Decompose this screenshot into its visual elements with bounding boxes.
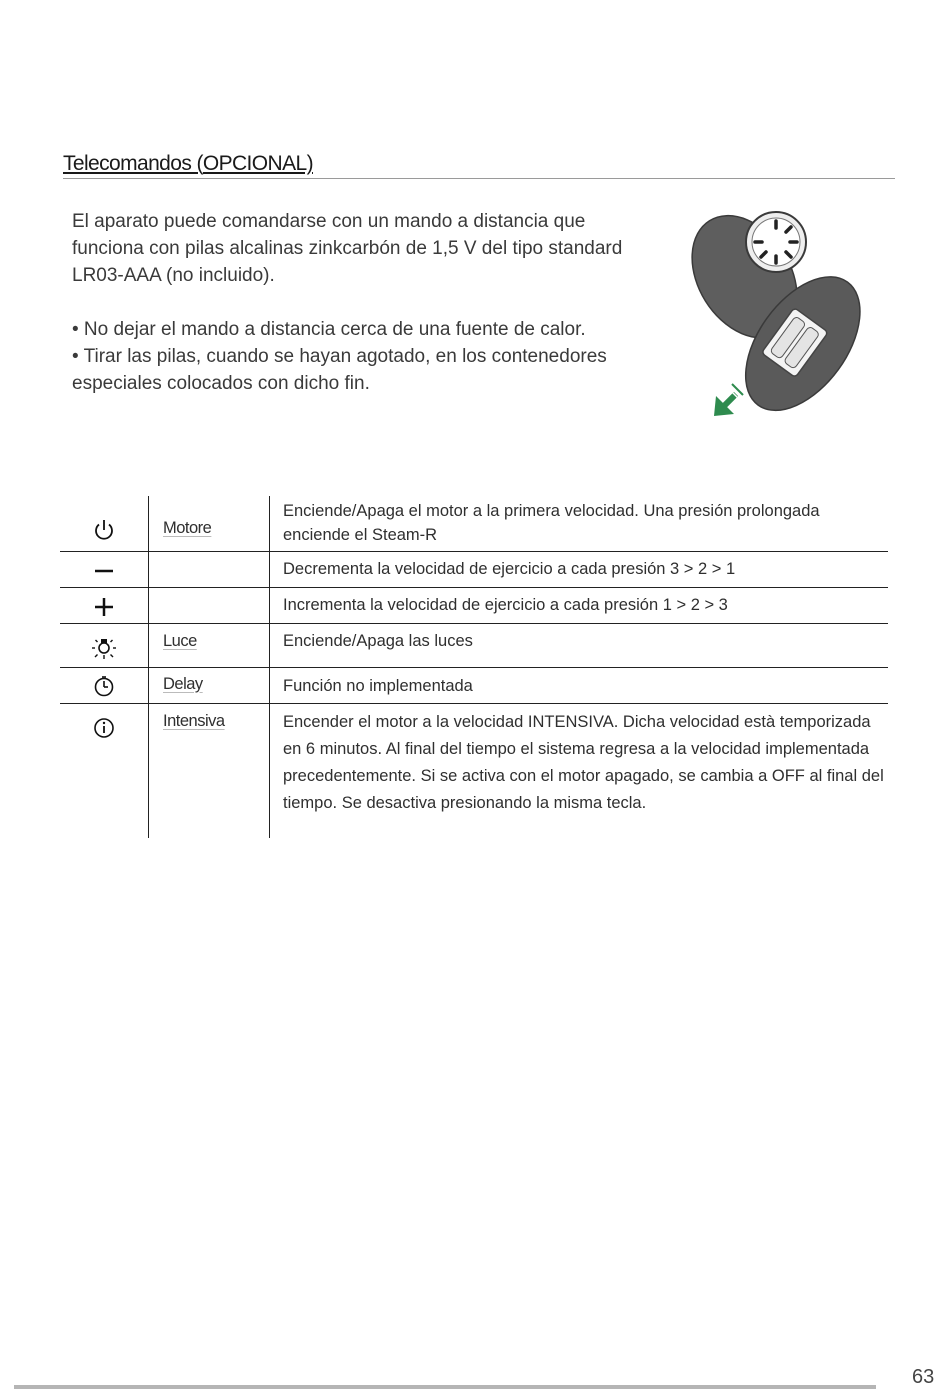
key-icon-cell — [60, 667, 149, 703]
key-description: Incrementa la velocidad de ejercicio a cada presión 1 > 2 > 3 — [270, 587, 889, 623]
page-number: 63 — [912, 1366, 935, 1388]
key-icon-cell — [60, 703, 149, 838]
table-row — [60, 496, 888, 551]
key-icon-cell — [60, 551, 149, 587]
table-row — [60, 667, 888, 703]
footer-bar — [14, 1385, 876, 1389]
remote-keys-table — [60, 496, 888, 838]
key-name-cell — [149, 496, 270, 551]
key-name-cell — [149, 623, 270, 667]
intro-paragraph: El aparato puede comandarse con un mando a distancia que funciona con pilas alcalinas zinkcarbón de 1,5 V del tipo standard LR03-AAA (no incluido). — [72, 211, 623, 286]
intensive-icon — [93, 717, 115, 739]
key-icon-cell — [60, 587, 149, 623]
key-name: Intensiva — [163, 711, 225, 730]
title-paren: OPCIONAL) — [202, 152, 313, 175]
key-name-cell — [149, 703, 270, 838]
table-row — [60, 551, 888, 587]
key-description: Encender el motor a la velocidad INTENSIVA. Dicha velocidad està temporizada en 6 minutos. Al final del tiempo el sistema regresa a la velocidad implementada precedentemente. Si se activa con el motor apagado, se cambia a OFF al final del tiempo. Se desactiva presionando la misma tecla. — [270, 703, 889, 838]
plus-icon — [93, 596, 115, 618]
table-row — [60, 623, 888, 667]
key-name: Delay — [163, 674, 203, 693]
intro-text — [72, 208, 632, 397]
remote-control-illustration — [676, 202, 872, 420]
key-name-cell — [149, 551, 270, 587]
table-row — [60, 703, 888, 838]
key-icon-cell — [60, 496, 149, 551]
key-description: Enciende/Apaga las luces — [270, 623, 889, 667]
light-icon — [91, 634, 117, 660]
warning-heat: • No dejar el mando a distancia cerca de una fuente de calor. — [72, 319, 586, 340]
key-name: Luce — [163, 631, 197, 650]
key-description: Función no implementada — [270, 667, 889, 703]
warning-batteries: • Tirar las pilas, cuando se hayan agotado, en los contenedores especiales colocados con dicho fin. — [72, 346, 607, 394]
power-icon — [92, 518, 116, 542]
table-row — [60, 587, 888, 623]
key-name-cell — [149, 667, 270, 703]
key-description: Enciende/Apaga el motor a la primera velocidad. Una presión prolongada enciende el Steam-R — [270, 496, 889, 551]
key-name-cell — [149, 587, 270, 623]
key-icon-cell — [60, 623, 149, 667]
title-main: Telecomandos ( — [63, 152, 203, 175]
key-description: Decrementa la velocidad de ejercicio a cada presión 3 > 2 > 1 — [270, 551, 889, 587]
key-name: Motore — [163, 519, 212, 537]
section-title — [63, 152, 313, 176]
timer-icon — [93, 675, 115, 697]
minus-icon — [93, 562, 115, 578]
title-rule — [63, 178, 895, 179]
